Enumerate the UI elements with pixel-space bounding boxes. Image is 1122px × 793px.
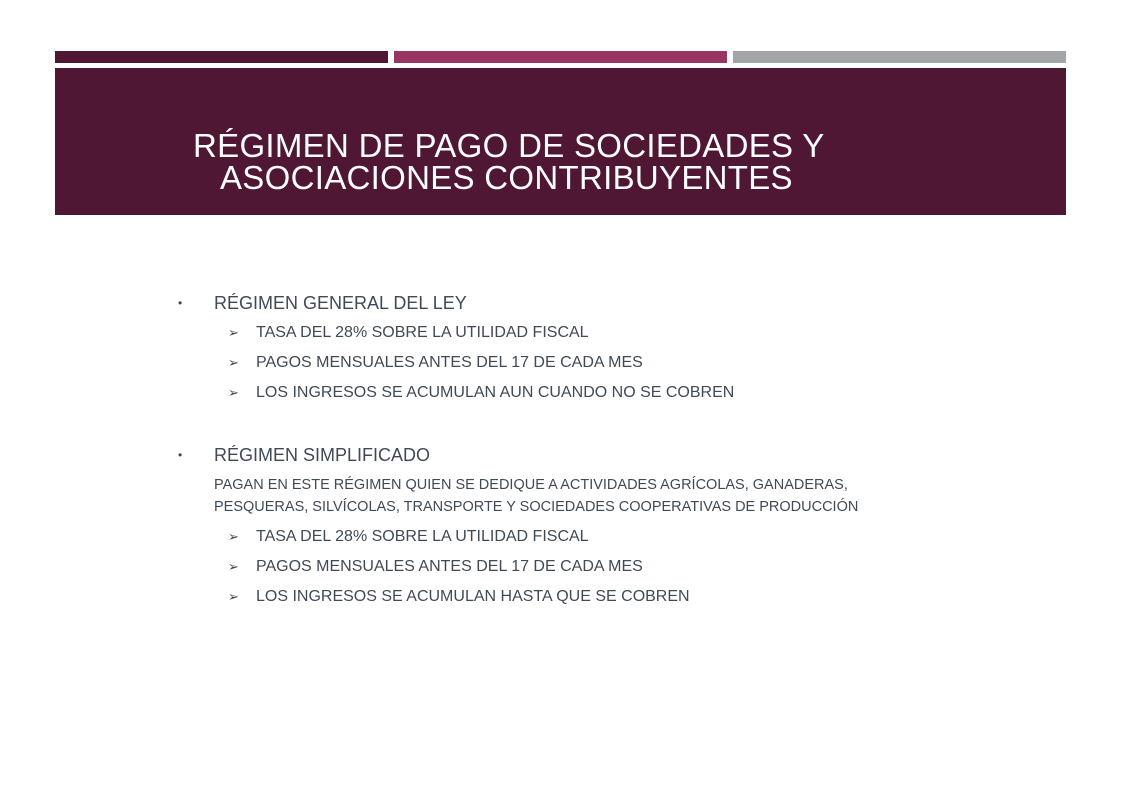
list-item-text: PAGOS MENSUALES ANTES DEL 17 DE CADA MES [256, 558, 643, 575]
section-heading-regimen-general [176, 290, 936, 316]
list-item-text: LOS INGRESOS SE ACUMULAN HASTA QUE SE COBREN [256, 588, 690, 605]
arrow-bullet-icon: ➢ [228, 559, 239, 574]
section-heading-text: RÉGIMEN SIMPLIFICADO [214, 445, 431, 465]
arrow-bullet-icon: ➢ [228, 325, 239, 340]
list-item [176, 582, 936, 612]
section-list-regimen-simplificado [176, 522, 936, 612]
section-spacer [176, 408, 936, 442]
section-heading-text: RÉGIMEN GENERAL DEL LEY [214, 293, 467, 313]
list-item [176, 378, 936, 408]
accent-bar-magenta [394, 51, 727, 63]
accent-bars [55, 51, 1066, 63]
slide-content [176, 290, 936, 612]
list-item-text: LOS INGRESOS SE ACUMULAN AUN CUANDO NO SE COBREN [256, 384, 735, 401]
arrow-bullet-icon: ➢ [228, 529, 239, 544]
section-list-regimen-general [176, 318, 936, 408]
bullet-icon: • [178, 296, 183, 310]
section-description: PAGAN EN ESTE RÉGIMEN QUIEN SE DEDIQUE A ACTIVIDADES AGRÍCOLAS, GANADERAS, PESQUERAS, SILVÍCOLAS, TRANSPORTE Y SOCIEDADES COOPERATIVAS DE PRODUCCIÓN [214, 477, 859, 515]
arrow-bullet-icon: ➢ [228, 385, 239, 400]
list-item [176, 552, 936, 582]
list-item [176, 318, 936, 348]
list-item-text: PAGOS MENSUALES ANTES DEL 17 DE CADA MES [256, 354, 643, 371]
list-item [176, 348, 936, 378]
list-item-text: TASA DEL 28% SOBRE LA UTILIDAD FISCAL [256, 528, 589, 545]
section-heading-regimen-simplificado [176, 442, 936, 468]
list-item-text: TASA DEL 28% SOBRE LA UTILIDAD FISCAL [256, 324, 589, 341]
accent-bar-gray [733, 51, 1066, 63]
title-band [55, 68, 1066, 215]
arrow-bullet-icon: ➢ [228, 589, 239, 604]
list-item [176, 522, 936, 552]
bullet-icon: • [178, 448, 183, 462]
slide-title-line-2: ASOCIACIONES CONTRIBUYENTES [220, 159, 793, 196]
accent-bar-dark [55, 51, 388, 63]
arrow-bullet-icon: ➢ [228, 355, 239, 370]
slide-title-line-1: RÉGIMEN DE PAGO DE SOCIEDADES Y [193, 127, 825, 164]
